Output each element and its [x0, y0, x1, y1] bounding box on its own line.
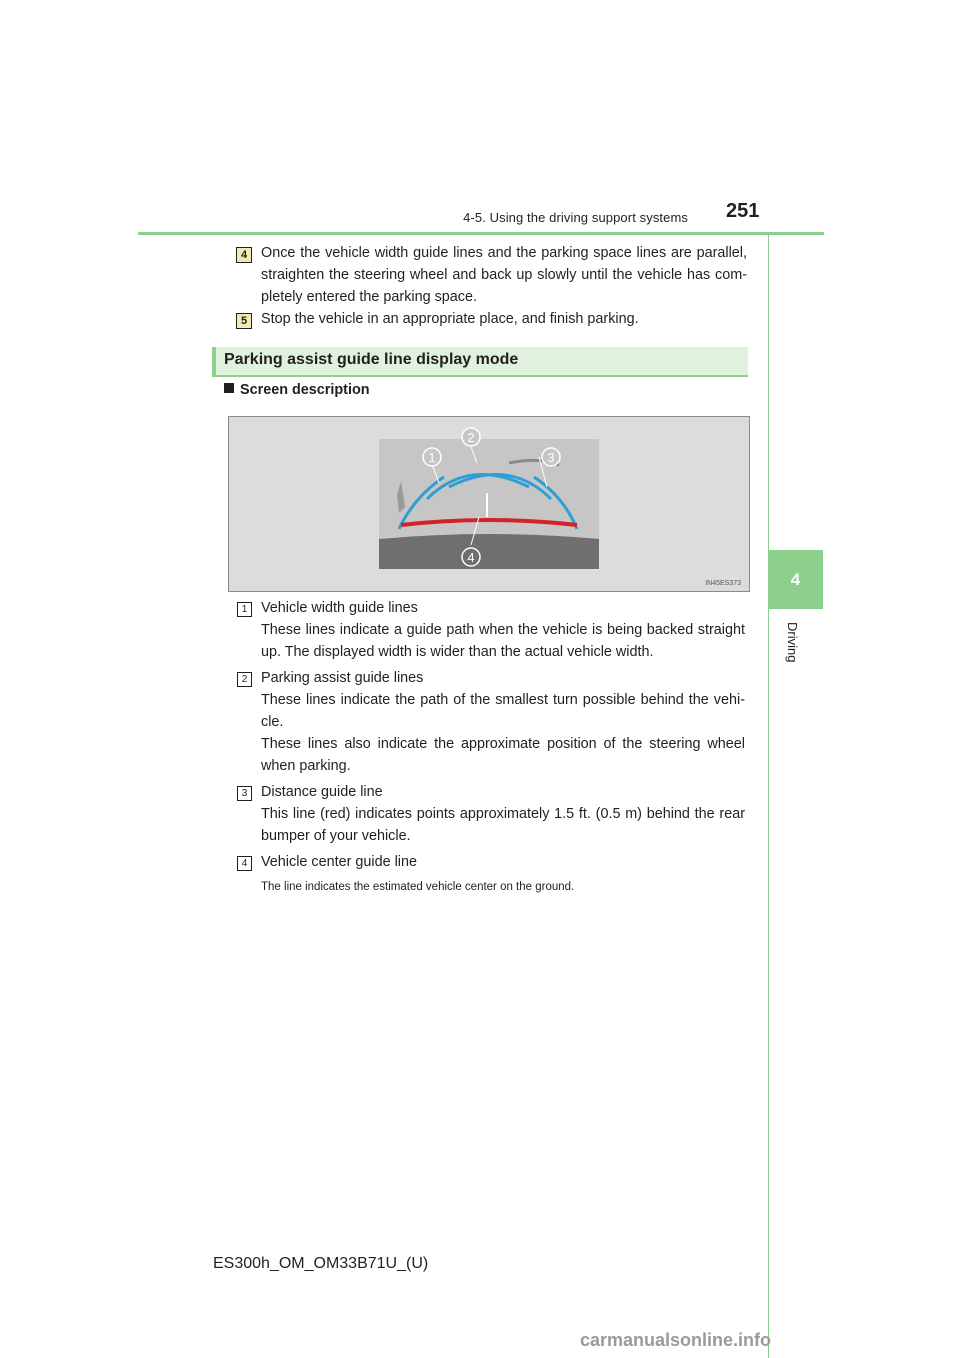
callout-3	[542, 448, 560, 466]
bumper-ground	[379, 534, 599, 569]
item-description: These lines also indicate the approximate position of the steering wheel when parking.	[261, 736, 745, 774]
item-title: Vehicle width guide lines	[261, 600, 418, 616]
item-number-badge: 3	[237, 786, 252, 801]
document-code: ES300h_OM_OM33B71U_(U)	[213, 1255, 429, 1272]
camera-screen-illustration	[229, 417, 749, 591]
chapter-tab	[768, 550, 823, 609]
callout-label: 2	[467, 430, 475, 445]
item-title: Parking assist guide lines	[261, 670, 424, 686]
item-number-badge: 4	[237, 856, 252, 871]
watermark: carmanualsonline.info	[580, 1330, 772, 1350]
figure-code: IN45ES373	[705, 580, 741, 587]
section-accent	[212, 347, 216, 375]
item-title: Distance guide line	[261, 784, 383, 800]
callout-label: 3	[547, 450, 555, 465]
section-header	[212, 347, 748, 377]
item-note: The line indicates the estimated vehicle center on the ground.	[261, 881, 575, 893]
step-text: Stop the vehicle in an appropriate place, and finish parking.	[261, 311, 639, 327]
camera-screen-figure	[228, 416, 750, 592]
side-divider	[768, 233, 769, 1358]
callout-4	[462, 548, 480, 566]
running-header-section: 4-5. Using the driving support systems	[463, 210, 688, 225]
item-description: This line (red) indicates points approximately 1.5 ft. (0.5 m) behind the rear bumper of your vehicle.	[261, 806, 745, 844]
section-title: Parking assist guide line display mode	[224, 351, 519, 368]
page-number: 251	[726, 200, 760, 222]
item-number-badge: 2	[237, 672, 252, 687]
callout-label: 4	[467, 550, 475, 565]
square-bullet-icon	[224, 383, 234, 393]
subheading	[224, 382, 370, 398]
header-rule	[138, 232, 824, 235]
chapter-label: Driving	[785, 622, 800, 663]
step-number-badge: 5	[236, 313, 252, 329]
step-text: Once the vehicle width guide lines and the parking space lines are parallel, straighten the steering wheel and back up slowly until the vehicle has com-pletely entered the parking space.	[261, 245, 747, 305]
callout-1	[423, 448, 441, 466]
callout-2	[462, 428, 480, 446]
item-title: Vehicle center guide line	[261, 854, 418, 870]
subheading-text: Screen description	[240, 382, 370, 398]
item-number-badge: 1	[237, 602, 252, 617]
item-description: These lines indicate the path of the smallest turn possible behind the vehi-cle.	[261, 692, 745, 730]
item-description: These lines indicate a guide path when the vehicle is being backed straight up. The displayed width is wider than the actual vehicle width.	[261, 622, 745, 660]
chapter-number: 4	[790, 569, 801, 589]
step-number-badge: 4	[236, 247, 252, 263]
callout-label: 1	[428, 450, 436, 465]
